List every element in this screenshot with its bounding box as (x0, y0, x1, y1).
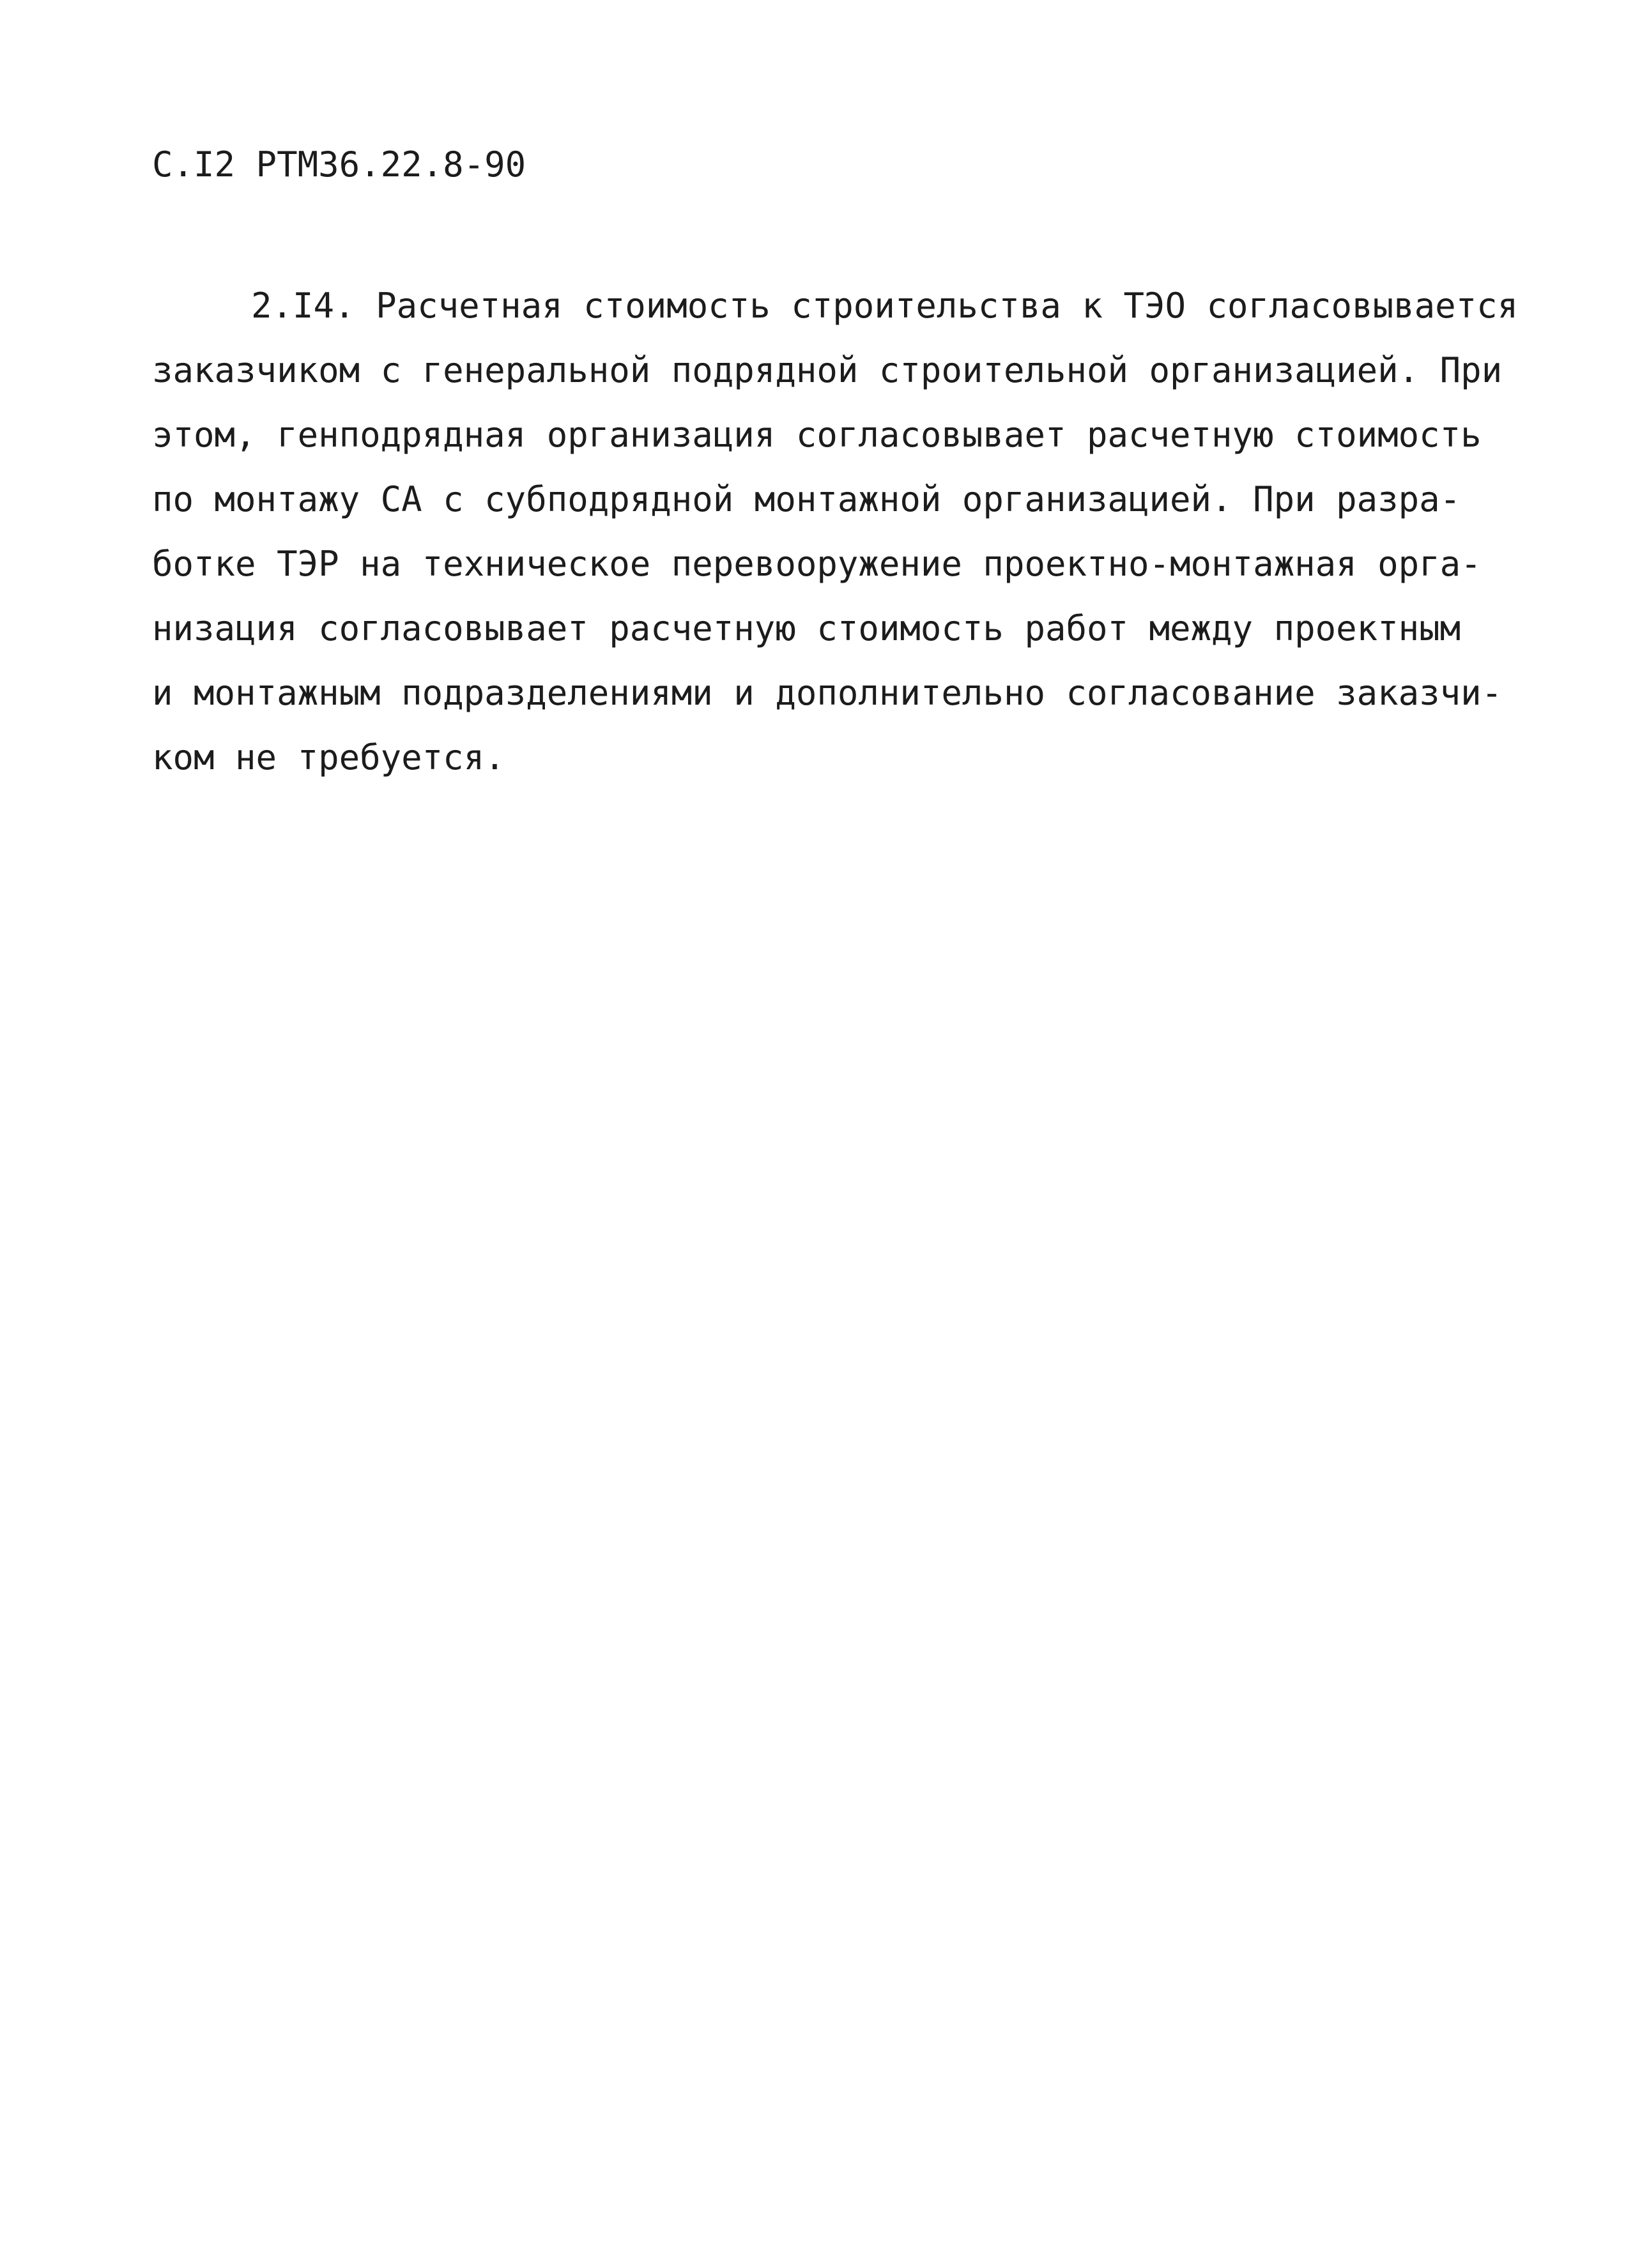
paragraph-line: 2.I4. Расчетная стоимость строительства к ТЭО согласовывается (251, 286, 1519, 326)
page-reference: С.I2 РТМ36.22.8-90 (152, 144, 526, 185)
paragraph-line: заказчиком с генеральной подрядной строительной организацией. При (152, 350, 1503, 390)
paragraph-line: ботке ТЭР на техническое перевооружение проектно-монтажная орга- (152, 544, 1482, 584)
section-2-14 (152, 273, 1519, 790)
paragraph-line: низация согласовывает расчетную стоимость работ между проектным (152, 608, 1461, 648)
paragraph-line: по монтажу СА с субподрядной монтажной организацией. При разра- (152, 479, 1461, 519)
page-header (152, 146, 526, 184)
paragraph-line: и монтажным подразделениями и дополнительно согласование заказчи- (152, 673, 1503, 713)
paragraph-line: ком не требуется. (152, 737, 505, 778)
paragraph-line: этом, генподрядная организация согласовывает расчетную стоимость (152, 415, 1482, 455)
